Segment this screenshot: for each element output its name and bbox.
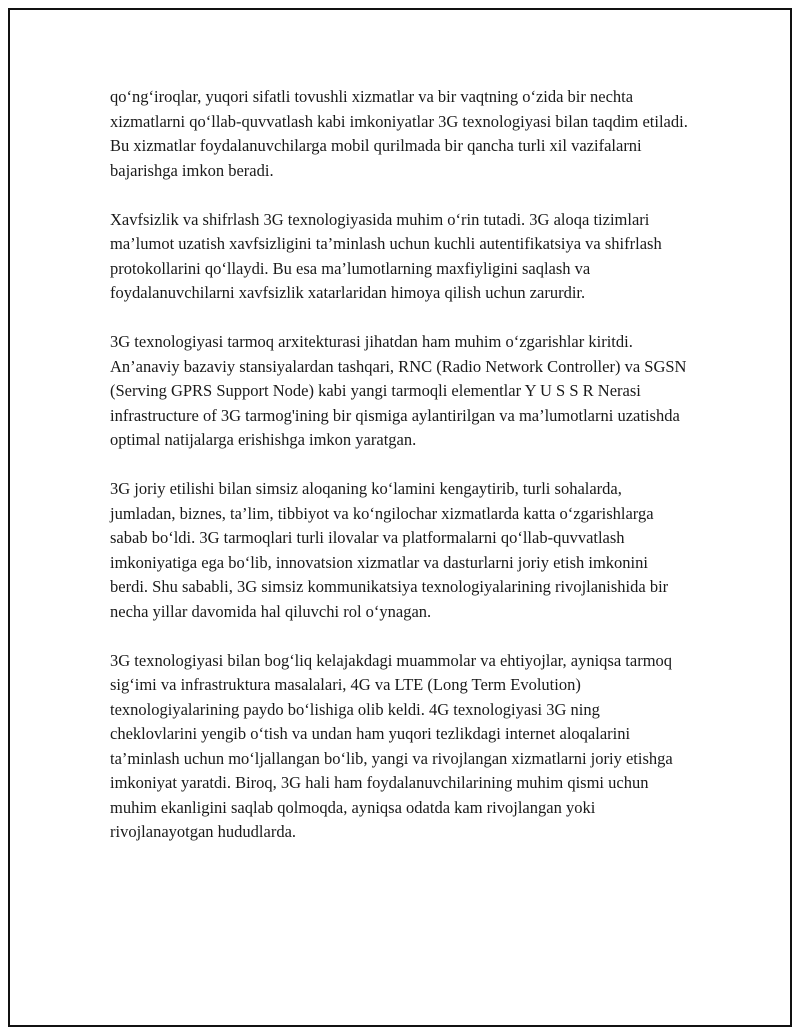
paragraph-5: 3G texnologiyasi bilan bog‘liq kelajakdagi muammolar va ehtiyojlar, ayniqsa tarmoq sig‘imi va infrastruktura masalalari, 4G va LTE (Long Term Evolution) texnologiyalarining paydo bo‘lishiga olib keldi. 4G texnologiyasi 3G ning cheklovlarini yengib o‘tish va undan ham yuqori tezlikdagi internet aloqalarini ta’minlash uchun mo‘ljallangan bo‘lib, yangi va rivojlangan xizmatlarni joriy etishga imkoniyat yaratdi. Biroq, 3G hali ham foydalanuvchilarining muhim qismi uchun muhim ekanligini saqlab qolmoqda, ayniqsa odatda kam rivojlangan yoki rivojlanayotgan hududlarda. [110,650,673,841]
paragraph-4: 3G joriy etilishi bilan simsiz aloqaning ko‘lamini kengaytirib, turli sohalarda, jumladan, biznes, ta’lim, tibbiyot va ko‘ngilochar xizmatlarda katta o‘zgarishlarga sabab bo‘ldi. 3G tarmoqlari turli ilovalar va platformalarni qo‘llab-quvvatlash imkoniyatiga ega bo‘lib, innovatsion xizmatlar va dasturlarni joriy etish imkonini berdi. Shu sababli, 3G simsiz kommunikatsiya texnologiyalarining rivojlanishida bir necha yillar davomida hal qiluvchi rol o‘ynagan. [110,479,669,621]
paragraph-1: qo‘ng‘iroqlar, yuqori sifatli tovushli xizmatlar va bir vaqtning o‘zida bir nechta xizmatlarni qo‘llab-quvvatlash kabi imkoniyatlar 3G texnologiyasi bilan taqdim etiladi. Bu xizmatlar foydalanuvchilarga mobil qurilmada bir qancha turli xil vazifalarni bajarishga imkon beradi. [110,87,688,180]
document-body [110,85,690,869]
paragraph-3: 3G texnologiyasi tarmoq arxitekturasi jihatdan ham muhim o‘zgarishlar kiritdi. An’anaviy bazaviy stansiyalardan tashqari, RNC (Radio Network Controller) va SGSN (Serving GPRS Support Node) kabi yangi tarmoqli elementlar Y U S S R Nerasi infrastructure of 3G tarmog'ining bir qismiga aylantirilgan va ma’lumotlarni uzatishda optimal natijalarga erishishga imkon yaratgan. [110,332,687,449]
paragraph-2: Xavfsizlik va shifrlash 3G texnologiyasida muhim o‘rin tutadi. 3G aloqa tizimlari ma’lumot uzatish xavfsizligini ta’minlash uchun kuchli autentifikatsiya va shifrlash protokollarini qo‘llaydi. Bu esa ma’lumotlarning maxfiyligini saqlash va foydalanuvchilarni xavfsizlik xatarlaridan himoya qilish uchun zarurdir. [110,209,662,302]
